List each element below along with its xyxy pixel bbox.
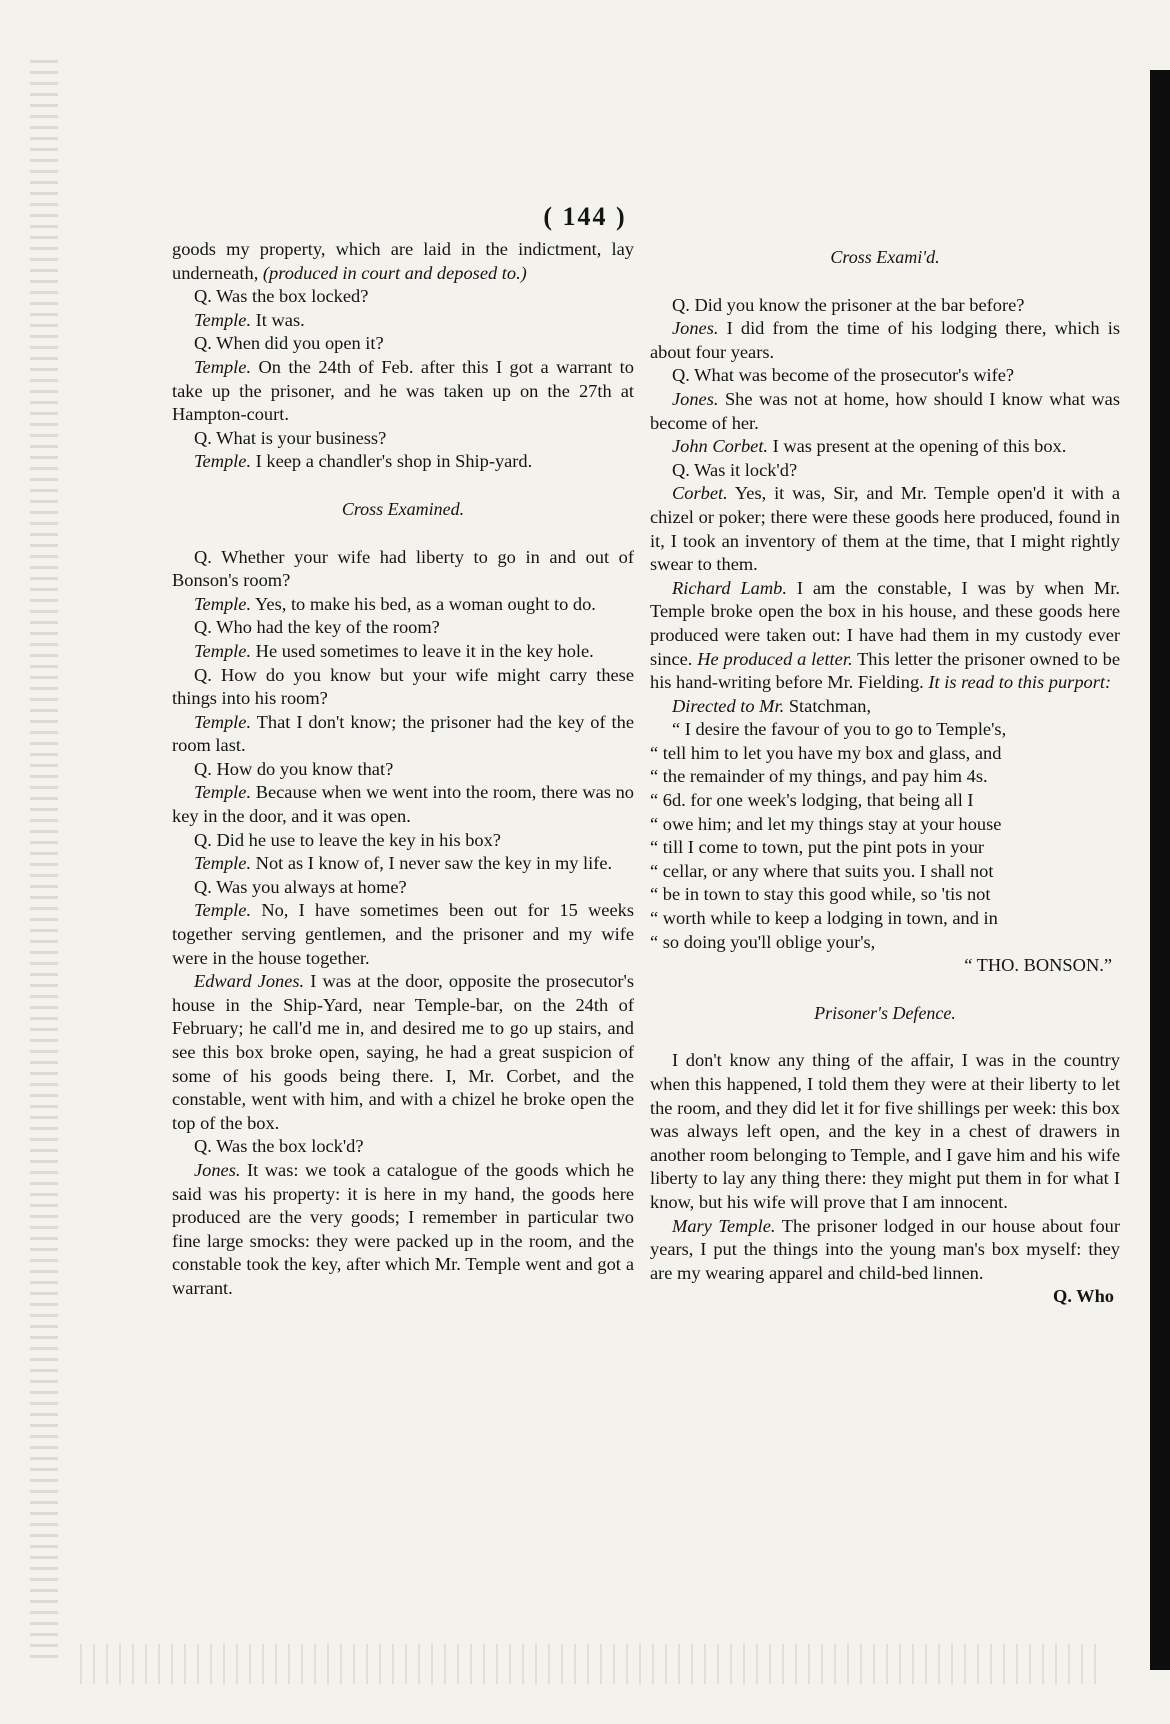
question: Q. Did you know the prisoner at the bar before? <box>672 294 1025 315</box>
question: Q. How do you know but your wife might carry these things into his room? <box>172 664 634 709</box>
page-number: ( 144 ) <box>543 202 627 231</box>
letter-line: “ so doing you'll oblige your's, <box>650 931 876 952</box>
letter-line: “ owe him; and let my things stay at your house <box>650 813 1002 834</box>
section-heading: Prisoner's Defence. <box>814 1002 956 1023</box>
question: Q. What was become of the prosecutor's wife? <box>672 365 1015 386</box>
answer: Temple. It was. <box>194 309 305 330</box>
answer: Corbet. Yes, it was, Sir, and Mr. Temple open'd it with a chizel or poker; there were these goods here produced, found in it, I took an inventory of them at the time, that I might rightly swear to them. <box>650 483 1120 575</box>
answer: Temple. I keep a chandler's shop in Ship-yard. <box>194 451 533 472</box>
answer: Temple. No, I have sometimes been out for 15 weeks together serving gentlemen, and the prisoner and my wife were in the house together. <box>172 900 634 968</box>
catchword: Q. Who <box>1053 1286 1114 1307</box>
letter-line: “ tell him to let you have my box and glass, and <box>650 742 1002 763</box>
question: Q. Was the box lock'd? <box>194 1136 364 1157</box>
question: Q. Was the box locked? <box>194 286 369 307</box>
scan-specks <box>80 1644 1100 1684</box>
letter <box>650 718 1120 978</box>
letter-address: Directed to Mr. Statchman, <box>672 695 872 716</box>
letter-line: “ 6d. for one week's lodging, that being all I <box>650 790 974 811</box>
question: Q. Whether your wife had liberty to go in and out of Bonson's room? <box>172 546 635 591</box>
testimony: John Corbet. I was present at the opening of this box. <box>672 436 1067 457</box>
letter-line: “ cellar, or any where that suits you. I shall not <box>650 860 994 881</box>
letter-line: “ be in town to stay this good while, so 'tis not <box>650 884 991 905</box>
answer: Temple. That I don't know; the prisoner had the key of the room last. <box>172 711 634 756</box>
section-heading: Cross Exami'd. <box>830 247 940 267</box>
answer: Temple. Not as I know of, I never saw the key in my life. <box>194 853 613 874</box>
question: Q. Was you always at home? <box>194 876 407 897</box>
question: Q. What is your business? <box>194 427 387 448</box>
section-heading: Cross Examined. <box>341 498 465 519</box>
answer: Jones. I did from the time of his lodging there, which is about four years. <box>650 318 1120 362</box>
defence: I don't know any thing of the affair, I was in the country when this happened, I told them they were at their liberty to let the room, and they did let it for five shillings per week: this box was always left open, and the key in a chest of drawers in another room belonging to Temple, and I gave him and his wife liberty to lay any thing there: they might put them in for what I know, but his wife will prove that I am innocent. <box>650 1050 1120 1212</box>
question: Q. Was it lock'd? <box>672 459 798 480</box>
testimony: Edward Jones. I was at the door, opposite the prosecutor's house in the Ship-Yard, near Temple-bar, on the 24th of February; he call'd me in, and desired me to go up stairs, and see this box broke open, saying, he had a great suspicion of some of his goods being there. I, Mr. Corbet, and the constable, went with him, and with a chizel he broke open the top of the box. <box>172 971 634 1133</box>
answer: Temple. He used sometimes to leave it in the key hole. <box>194 640 594 661</box>
letter-line: “ till I come to town, put the pint pots in your <box>650 837 985 858</box>
testimony: Mary Temple. The prisoner lodged in our house about four years, I put the things into the young man's box myself: they are my wearing apparel and child-bed linnen. <box>650 1215 1121 1283</box>
answer: Temple. Yes, to make his bed, as a woman ought to do. <box>194 593 596 614</box>
question: Q. When did you open it? <box>194 333 384 354</box>
testimony: Richard Lamb. I am the constable, I was by when Mr. Temple broke open the box in his house, and these goods here produced were taken out: I have had them in my custody ever since. He produced a letter. This letter the prisoner owned to be his hand-writing before Mr. Fielding. It is read to this purport: <box>650 577 1121 693</box>
right-column <box>650 246 1120 1309</box>
letter-line: “ worth while to keep a lodging in town, and in <box>650 908 998 929</box>
question: Q. Who had the key of the room? <box>194 617 440 638</box>
answer: Temple. Because when we went into the room, there was no key in the door, and it was open. <box>172 782 634 827</box>
page-edge-shadow <box>1150 70 1170 1670</box>
answer: Temple. On the 24th of Feb. after this I got a warrant to take up the prisoner, and he was taken up on the 27th at Hampton-court. <box>172 356 634 425</box>
question: Q. How do you know that? <box>194 758 394 779</box>
binding-gutter <box>30 60 58 1660</box>
answer: Jones. She was not at home, how should I know what was become of her. <box>650 388 1120 433</box>
answer: Jones. It was: we took a catalogue of the goods which he said was his property: it is here in my hand, the goods here produced are the very goods; I remember in particular two fine large smocks: they were packed up in the room, and the constable took the key, after which Mr. Temple went and got a warrant. <box>172 1159 634 1298</box>
letter-line: “ the remainder of my things, and pay him 4s. <box>650 766 988 787</box>
paragraph: goods my property, which are laid in the indictment, lay underneath, (produced in court and deposed to.) <box>172 239 634 283</box>
left-column <box>172 238 634 1301</box>
letter-line: “ I desire the favour of you to go to Temple's, <box>672 719 1007 740</box>
question: Q. Did he use to leave the key in his box? <box>194 829 501 850</box>
letter-signature: “ THO. BONSON.” <box>964 955 1112 976</box>
